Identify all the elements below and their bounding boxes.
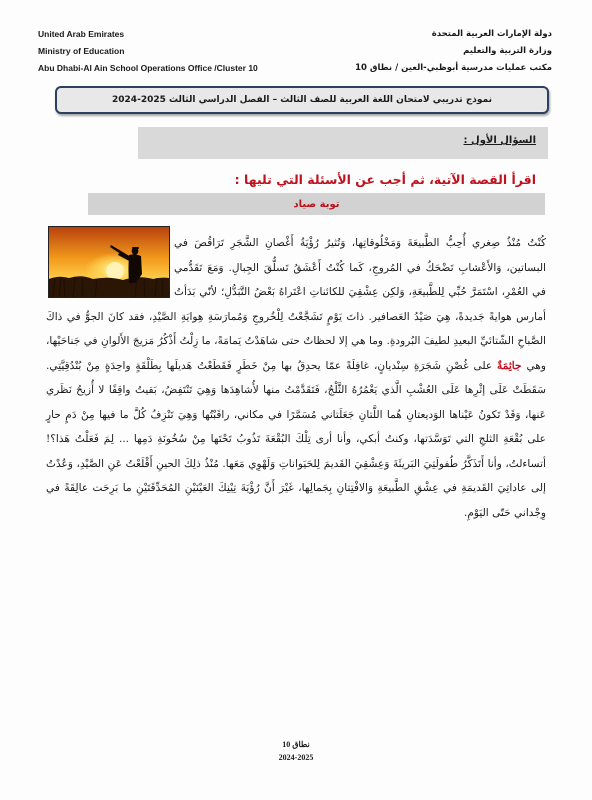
highlighted-word: جاثِمَةٌ bbox=[497, 359, 522, 372]
header-english bbox=[38, 26, 258, 77]
image-wrap-spacer bbox=[46, 231, 174, 303]
question-title: السؤال الأول : bbox=[463, 135, 536, 146]
header-arabic bbox=[355, 26, 552, 77]
story-text-part-1: كُنْتُ مُنْذُ صِغري أُحِبُّ الطَّبيعَةَ وَمَخْلُوقاتِها، وَتُثيرُ رُؤْيَةُ أَغْصانِ الشَّجَرِ تَرَاقُصَ في البساتين، وَالأَعْشابِ تَضْحَكُ في المُروجِ، كَما كُنْتُ أَعْشَقُ تَسلُّقَ الجِبالِ. وَمَعَ تَقَدُّمي في العُمْرِ، اسْتَمَرَّ حُبِّي لِلطَّبيعَةِ، وَلكِن عِشْقِيَ للكائناتِ اعْتَراهُ بَعْضُ التَّبَدُّلِ؛ لأنّي بَدَأتُ أمارس هوايةً جَديدةً، هِيَ صَيْدُ العَصافير. ذاتَ يَوْمٍ تَشَجَّعْتُ لِلْخُروجِ وَمُمارَسَةِ هِوايَةِ الصَّيْدِ، فقد كانَ الجوُّ في ذاكَ الصَّباحِ الشّتائيِّ البعيدِ لطيفَ البُرودةِ. وما هي إلا لحظاتٌ حتى شاهَدْتُ يَمامَةً، ما زِلْتُ أَذْكُرُ مَزيجَ الأَلوانِ في جَناحَيْها، وهي bbox=[46, 237, 546, 372]
exam-title-box bbox=[55, 86, 549, 114]
story-text-part-2: على غُصْنِ شَجَرَةِ سِنْديانٍ، غافِلَةً عمّا يحدِقُ بها مِنْ خَطَرٍ فَقَطَعْتُ هَديلَها بِطَلْقَةٍ واحِدَةٍ مِنْ بُنْدُقِيَّتِي. سَقَطَتْ عَلَى إثْرِها عَلَى العُشْبِ الَّذي يَغْمُرُهُ الثَّلْجُ، فَتَقَدَّمْتُ منها لأُشاهِدَها وَهِيَ تَنْتَفِضُ، بَقيتُ واقِفًا لا أُزيحُ نَظَري عَنها، وَقَدْ تَكونُ عَيْناها الوَديعتانِ هُما اللَّتانِ جَعَلَتاني مُسَمَّرًا في مكاني، راقَبْتُها وَهِيَ تَنْزِفُ كُلَّ ما فيها مِنْ دَمٍ حارٍ على بُقْعَةِ الثلجِ التي تَوَسَّدَتها، وكنتُ أبكي، وأنا أرى تِلْكَ البُقْعَةَ تَذُوبُ تَحْتَها مِنْ سُخُونَةِ دَمِها ... لِمَ فَعَلْتُ هَذا؟! أتساءلتُ، وأنا أَتَذَكَّرُ طُفولَتِيَ البَريئَةَ وَعِشْقِيَ القَديمَ لِلحَيَواناتِ وَلَهْوِي مَعَها. مُنْذُ ذلِكَ الحينِ أَقْلَعْتُ عَنِ الصَّيْدِ، وَعُدْتُ إلى عاداتِيَ القَديمَةِ في عِشْقِ الطَّبيعَةِ وَالافْتِتانِ بِجَمالِها، غَيْرَ أَنَّ رُؤْيَةَ تِيْنِكَ العَيْنَيْنِ المُحَدِّقَتَيْنِ ما بَرِحَت عالِقَةً في وِجْداني حَتّى اليَوْمِ. bbox=[46, 359, 546, 519]
header-arabic-line-3: مكتب عمليات مدرسية أبوظبي-العين / نطاق 10 bbox=[355, 63, 552, 73]
story-title: توبة صياد bbox=[293, 198, 340, 210]
header-arabic-line-2: وزارة التربية والتعليم bbox=[463, 46, 552, 56]
header-english-line-2: Ministry of Education bbox=[38, 46, 125, 56]
reading-instruction: اقرأ القصة الآتية، ثم أجب عن الأسئلة التي تليها : bbox=[234, 172, 536, 187]
header-arabic-line-1: دولة الإمارات العربية المتحدة bbox=[431, 29, 552, 39]
header-english-line-3: Abu Dhabi-Al Ain School Operations Office /Cluster 10 bbox=[38, 63, 258, 73]
footer-year: 2024-2025 bbox=[278, 753, 314, 762]
story-text bbox=[46, 231, 546, 525]
exam-title: نموذج تدريبي لامتحان اللغة العربية للصف الثالث – الفصل الدراسي الثالث 2025-2024 bbox=[112, 95, 492, 105]
header-english-line-1: United Arab Emirates bbox=[38, 29, 125, 39]
footer-cluster: نطاق 10 bbox=[282, 740, 310, 749]
page-footer bbox=[0, 738, 592, 764]
story-title-band bbox=[88, 193, 545, 215]
